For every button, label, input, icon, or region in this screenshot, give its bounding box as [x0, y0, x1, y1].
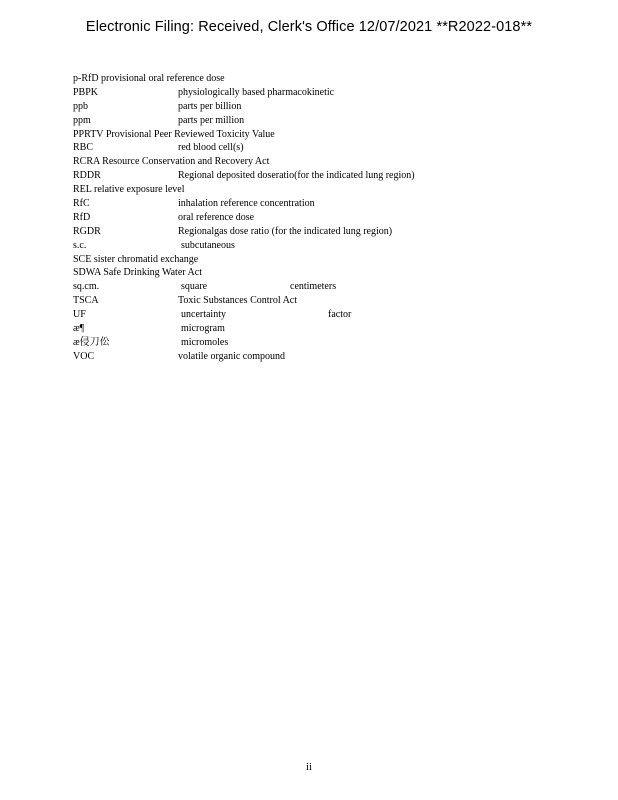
abbreviation-term: UF — [73, 309, 86, 321]
abbreviation-row — [73, 239, 553, 253]
abbreviation-definition: red blood cell(s) — [178, 142, 244, 154]
abbreviation-row — [73, 100, 553, 114]
abbreviation-row — [73, 141, 553, 155]
abbreviation-definition: inhalation reference concentration — [178, 198, 315, 210]
abbreviation-row — [73, 114, 553, 128]
abbreviation-row — [73, 225, 553, 239]
abbreviation-definition: micromoles — [181, 336, 229, 348]
abbreviation-row — [73, 86, 553, 100]
abbreviation-row — [73, 197, 553, 211]
abbreviation-row — [73, 294, 553, 308]
abbreviation-row — [73, 211, 553, 225]
abbreviation-row — [73, 266, 553, 280]
abbreviation-definition: physiologically based pharmacokinetic — [178, 86, 335, 98]
abbreviation-definition: square — [181, 281, 208, 293]
abbreviation-row — [73, 183, 553, 197]
abbreviation-definition: Toxic Substances Control Act — [178, 295, 298, 307]
abbreviation-term: æ¶ — [73, 323, 85, 335]
abbreviation-term: ppm — [73, 114, 91, 126]
abbreviation-definition: volatile organic compound — [178, 350, 286, 362]
filing-stamp-header: Electronic Filing: Received, Clerk's Office 12/07/2021 **R2022-018** — [85, 19, 533, 35]
abbreviation-definition-continued: factor — [328, 309, 352, 321]
abbreviation-list — [73, 72, 553, 364]
abbreviation-term: VOC — [73, 350, 95, 362]
abbreviation-text: SDWA Safe Drinking Water Act — [73, 267, 202, 279]
abbreviation-row — [73, 350, 553, 364]
abbreviation-term: RfD — [73, 211, 91, 223]
abbreviation-row — [73, 253, 553, 267]
abbreviation-row — [73, 336, 553, 350]
abbreviation-term: PBPK — [73, 86, 99, 98]
abbreviation-term: sq.cm. — [73, 281, 100, 293]
abbreviation-term: RBC — [73, 142, 94, 154]
abbreviation-row — [73, 322, 553, 336]
abbreviation-definition: microgram — [181, 323, 225, 335]
abbreviation-term: ppb — [73, 100, 88, 112]
abbreviation-row — [73, 155, 553, 169]
page-number: ii — [305, 761, 313, 773]
abbreviation-term: æ侵刀伀 — [73, 336, 110, 348]
abbreviation-definition: Regionalgas dose ratio (for the indicated lung region) — [178, 225, 393, 237]
abbreviation-row — [73, 169, 553, 183]
abbreviation-term: s.c. — [73, 239, 87, 251]
abbreviation-definition: subcutaneous — [181, 239, 235, 251]
abbreviation-row — [73, 72, 553, 86]
abbreviation-text: PPRTV Provisional Peer Reviewed Toxicity Value — [73, 128, 275, 140]
abbreviation-row — [73, 308, 553, 322]
abbreviation-text: REL relative exposure level — [73, 184, 185, 196]
abbreviation-term: RfC — [73, 198, 90, 210]
abbreviation-text: p-RfD provisional oral reference dose — [73, 73, 225, 84]
abbreviation-term: RGDR — [73, 225, 101, 237]
abbreviation-term: TSCA — [73, 295, 99, 307]
abbreviation-definition-continued: centimeters — [290, 281, 337, 293]
abbreviation-row — [73, 128, 553, 142]
abbreviation-term: RDDR — [73, 170, 101, 182]
abbreviation-text: SCE sister chromatid exchange — [73, 253, 199, 265]
abbreviation-definition: uncertainty — [181, 309, 226, 321]
abbreviation-definition: parts per million — [178, 114, 245, 126]
abbreviation-definition: oral reference dose — [178, 211, 255, 223]
abbreviation-definition: parts per billion — [178, 100, 242, 112]
abbreviation-row — [73, 280, 553, 294]
abbreviation-definition: Regional deposited doseratio(for the indicated lung region) — [178, 170, 415, 182]
abbreviation-text: RCRA Resource Conservation and Recovery Act — [73, 156, 270, 168]
